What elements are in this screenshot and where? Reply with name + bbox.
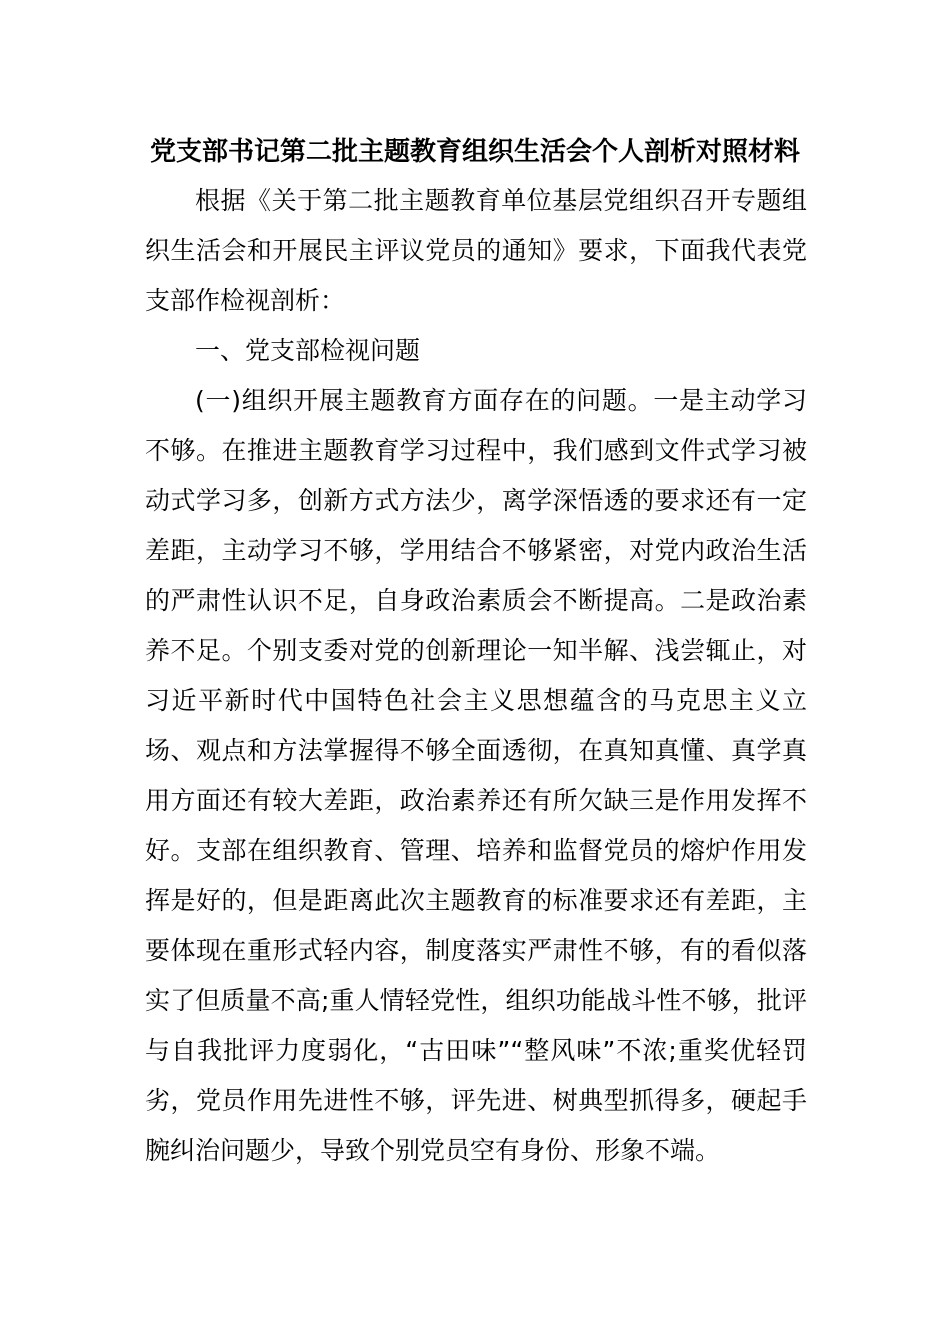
document-title: 党支部书记第二批主题教育组织生活会个人剖析对照材料 [149,137,800,167]
paragraph-intro: 根据《关于第二批主题教育单位基层党组织召开专题组织生活会和开展民主评议党员的通知》要求，下面我代表党支部作检视剖析： [145,186,807,315]
section-heading: 一、党支部检视问题 [195,336,421,365]
document-body [145,176,807,1176]
paragraph-problems: (一)组织开展主题教育方面存在的问题。一是主动学习不够。在推进主题教育学习过程中，我们感到文件式学习被动式学习多，创新方式方法少，离学深悟透的要求还有一定差距，主动学习不够，学用结合不够紧密，对党内政治生活的严肃性认识不足，自身政治素质会不断提高。二是政治素养不足。个别支委对党的创新理论一知半解、浅尝辄止，对习近平新时代中国特色社会主义思想蕴含的马克思主义立场、观点和方法掌握得不够全面透彻，在真知真懂、真学真用方面还有较大差距，政治素养还有所欠缺三是作用发挥不好。支部在组织教育、管理、培养和监督党员的熔炉作用发挥是好的，但是距离此次主题教育的标准要求还有差距，主要体现在重形式轻内容，制度落实严肃性不够，有的看似落实了但质量不高;重人情轻党性，组织功能战斗性不够，批评与自我批评力度弱化，“古田味”“整风味”不浓;重奖优轻罚劣，党员作用先进性不够，评先进、树典型抓得多，硬起手腕纠治问题少，导致个别党员空有身份、形象不端。 [145,386,807,1165]
